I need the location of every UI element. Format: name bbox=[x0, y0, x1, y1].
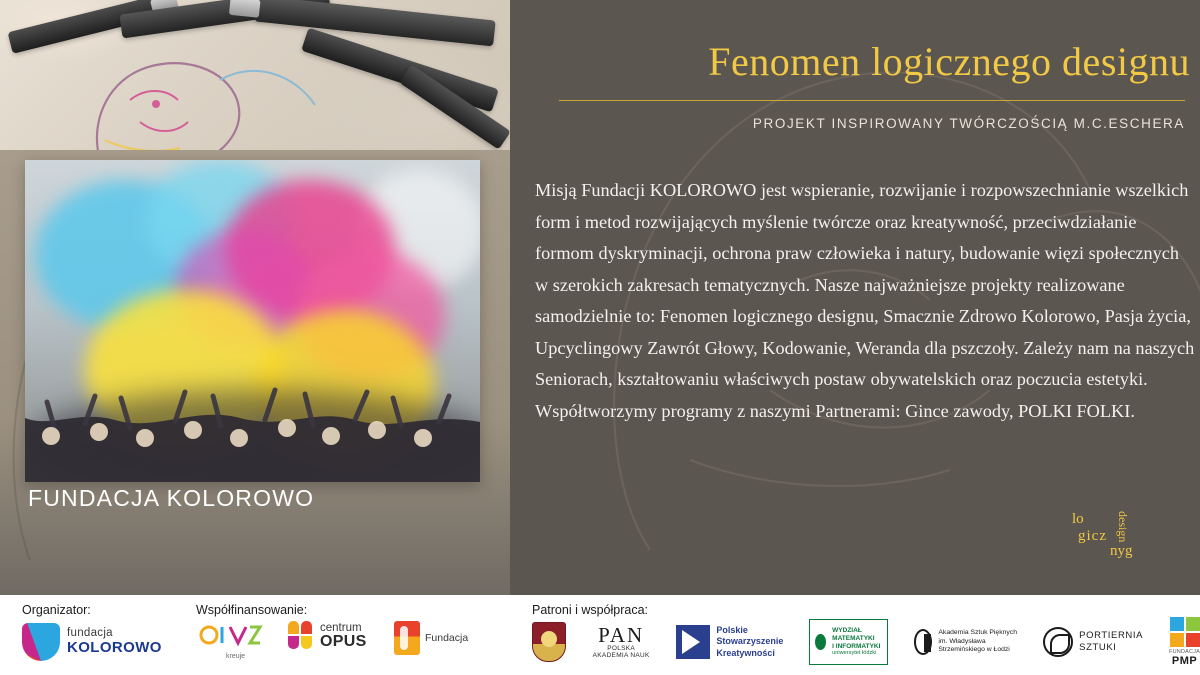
logo-urzad-marszalkowski[interactable] bbox=[532, 619, 566, 665]
logo-wmi-uni-lodz[interactable] bbox=[809, 619, 888, 665]
asp-icon bbox=[914, 629, 932, 655]
kolorowo-line-1: fundacja bbox=[67, 627, 113, 640]
right-panel bbox=[510, 0, 1200, 595]
wmi-line-1: WYDZIAŁ MATEMATYKI bbox=[832, 626, 875, 642]
psk-line-3: Kreatywności bbox=[716, 647, 775, 658]
label-organizer: Organizator: bbox=[22, 603, 91, 617]
psk-line-1: Polskie bbox=[716, 625, 748, 636]
logo-pan[interactable] bbox=[592, 619, 650, 665]
page-subtitle: PROJEKT INSPIROWANY TWÓRCZOŚCIĄ M.C.ESCHERA bbox=[752, 116, 1185, 131]
portiernia-icon bbox=[1043, 627, 1073, 657]
fundacja-icon bbox=[394, 621, 420, 655]
body-text bbox=[535, 175, 1195, 427]
label-patrons: Patroni i współpraca: bbox=[532, 603, 649, 617]
logo-lodz-kreuje[interactable] bbox=[196, 621, 266, 663]
markers-photo bbox=[0, 0, 510, 150]
logo-line-1: lo bbox=[1072, 511, 1084, 527]
wmi-line-2: I INFORMATYKI bbox=[832, 642, 881, 650]
logo-psk[interactable] bbox=[676, 619, 783, 665]
wmi-line-3: uniwersytet łódzki bbox=[832, 650, 877, 657]
label-cofinancing: Współfinansowanie: bbox=[196, 603, 308, 617]
rainbow-arc-icon bbox=[22, 623, 60, 661]
logodesign-logo bbox=[1072, 511, 1182, 573]
portiernia-line-2: SZTUKI bbox=[1079, 642, 1117, 653]
logo-line-2: gicz bbox=[1078, 528, 1107, 544]
pan-abbr: PAN bbox=[598, 623, 645, 647]
crowd-silhouettes bbox=[25, 352, 480, 482]
opus-line-1: centrum bbox=[320, 621, 362, 634]
title-divider bbox=[559, 100, 1185, 101]
fundacja-label: Fundacja bbox=[425, 632, 469, 644]
logo-fundacja-kolorowo[interactable] bbox=[22, 623, 162, 661]
left-caption: FUNDACJA KOLOROWO bbox=[28, 485, 315, 511]
psk-line-2: Stowarzyszenie bbox=[716, 636, 784, 647]
kolorowo-line-2: KOLOROWO bbox=[67, 639, 162, 657]
body-paragraph: Misją Fundacji KOLOROWO jest wspieranie, rozwijanie i rozpowszechnianie wszelkich form i metod rozwijających myślenie twórcze oraz kreatywność, przeciwdziałanie formom dyskryminacji, ochrona praw człowieka i natury, budowanie więzi społecznych w szerokich zakresach tematycznych. Nasze najważniejsze projekty realizowane samodzielnie to: Fenomen logicznego designu, Smacznie Zdrowo Kolorowo, Pasja życia, Upcyclingowy Zawrót Głowy, Kodowanie, Weranda dla pszczoły. Zależy nam na naszych Seniorach, kształtowaniu właściwych postaw obywatelskich oraz poczucia estetyki. Współtworzymy programy z naszymi Partnerami: Gince zawody, POLKI FOLKI. bbox=[535, 180, 1195, 421]
logo-line-4: design bbox=[1116, 511, 1130, 543]
face-sketch bbox=[70, 30, 350, 150]
logo-fundacja[interactable] bbox=[394, 621, 468, 655]
pmp-icon bbox=[1170, 617, 1200, 647]
pan-full: POLSKA AKADEMIA NAUK bbox=[592, 645, 650, 659]
footer-left bbox=[0, 595, 510, 675]
page-title: Fenomen logicznego designu bbox=[708, 39, 1190, 84]
psk-icon bbox=[676, 625, 710, 659]
patron-logos bbox=[532, 619, 1200, 665]
holi-color-powder-photo bbox=[25, 160, 480, 482]
opus-line-2: OPUS bbox=[320, 632, 367, 650]
pmp-line-2: PMP bbox=[1171, 654, 1198, 667]
logo-portiernia-sztuki[interactable] bbox=[1043, 619, 1143, 665]
logo-line-3: nyg bbox=[1110, 543, 1133, 559]
pmp-line-1: FUNDACJA bbox=[1169, 648, 1200, 655]
wmi-icon bbox=[815, 634, 826, 650]
logo-centrum-opus[interactable] bbox=[288, 621, 367, 651]
logo-asp-lodz[interactable] bbox=[914, 619, 1017, 665]
footer-right bbox=[510, 595, 1200, 675]
svg-text:kreuje: kreuje bbox=[226, 653, 246, 660]
opus-icon bbox=[288, 621, 314, 651]
logo-pmp[interactable] bbox=[1169, 619, 1200, 665]
coat-of-arms-icon bbox=[532, 622, 566, 662]
asp-line-1: Akademia Sztuk Pięknych bbox=[938, 629, 1017, 637]
portiernia-line-1: PORTIERNIA bbox=[1079, 629, 1144, 641]
left-column bbox=[0, 0, 510, 595]
asp-line-2: im. Władysława Strzemińskiego w Łodzi bbox=[938, 637, 1010, 654]
footer bbox=[0, 595, 1200, 675]
